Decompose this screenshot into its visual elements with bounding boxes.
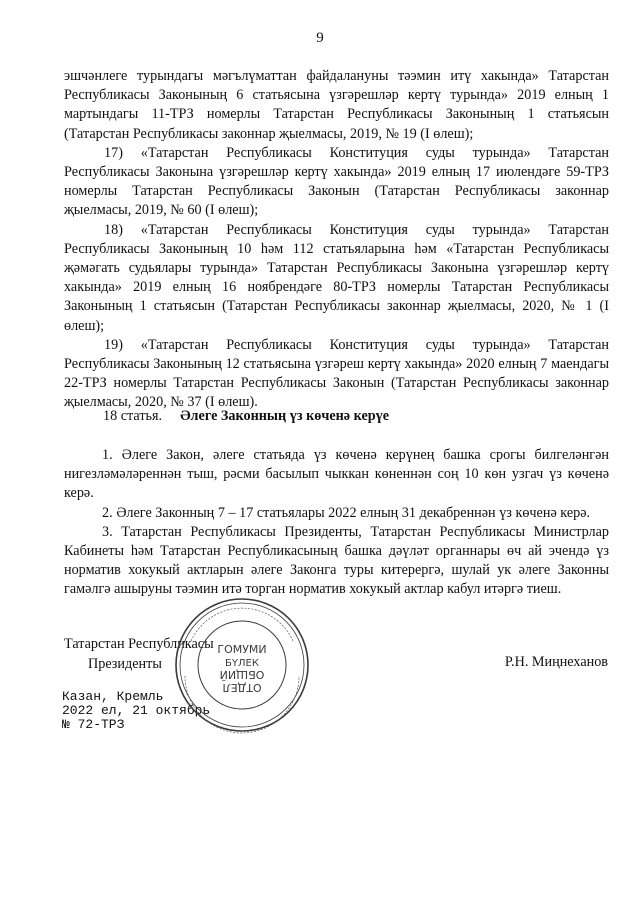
stamp-line1: ГОМУМИ <box>217 643 267 656</box>
article-item-1: 1. Әлеге Закон, әлеге статьяда үз көченә керүнең башка срогы билгеләнгән нигезләмәләреннән тыш, рәсми басылып чыккан көненнән соң 10 көн узгач үз көченә керә. <box>64 447 609 502</box>
place: Казан, Кремль <box>62 689 164 704</box>
article-heading <box>103 408 389 425</box>
stamp-line3: ОТДЕЛ <box>222 681 262 694</box>
law-number: № 72-ТРЗ <box>62 717 125 732</box>
list-item-19: 19) «Татарстан Республикасы Конституция суды турында» Татарстан Республикасы Законының 12 статьясына үзгәреш кертү хакында» 2020 елның 7 маендагы 22-ТРЗ номерлы Татарстан Республикасы Законын (Татарстан Республикасы законнар җыелмасы, 2020, № 37 (I өлеш). <box>64 336 609 411</box>
signatory-title-line1: Татарстан Республикасы <box>64 636 214 652</box>
date: 2022 ел, 21 октябрь <box>62 703 211 718</box>
signatory-name: Р.Н. Миңнеханов <box>504 654 608 670</box>
continued-list <box>64 67 609 413</box>
official-stamp-icon <box>173 596 311 734</box>
article-title: Әлеге Законның үз көченә керүе <box>180 408 390 424</box>
list-item-18: 18) «Татарстан Республикасы Конституция суды турында» Татарстан Республикасы Законының 10 һәм 112 статьяларына һәм «Татарстан Республикасы җәмәгать судьялары турында» Татарстан Республикасы Законына үзгәрешләр кертү хакында» 2019 елның 16 ноябрендәге 80-ТРЗ номерлы Татарстан Республикасы Законының 1 статьясын (Татарстан Республикасы законнар җыелмасы, 2020, № 1 (I өлеш); <box>64 221 609 334</box>
article-item-3: 3. Татарстан Республикасы Президенты, Татарстан Республикасы Министрлар Кабинеты һәм Татарстан Республикасының башка дәүләт органнары өч ай эчендә үз норматив хокукый актларын әлеге Законга туры китерергә, шулай ук әлеге Законны гамәлгә ашыруны тәэмин итә торган норматив хокукый актлар кабул итәргә тиеш. <box>64 523 609 598</box>
signatory-title-line2: Президенты <box>88 656 162 672</box>
page-number: 9 <box>316 30 324 46</box>
list-item-17: 17) «Татарстан Республикасы Конституция суды турында» Татарстан Республикасы Законына үзгәрешләр кертү хакында» 2019 елның 17 июлендәге 59-ТРЗ номерлы Татарстан Республикасы Законын (Татарстан Республикасы законнар җыелмасы, 2019, № 60 (I өлеш); <box>64 144 609 219</box>
stamp-line4: ОБЩИЙ <box>219 668 265 681</box>
stamp-line2: БҮЛЕК <box>225 658 259 669</box>
article-number: 18 статья. <box>103 408 163 424</box>
list-item-16-continued: эшчәнлеге турындагы мәгълүматтан файдалануны тәэмин итү хакында» Татарстан Республикасы Законының 6 статьясына үзгәрешләр кертү турында» 2019 елның 1 мартындагы 11-ТРЗ номерлы Татарстан Республикасы Законының 1 статьясын (Татарстан Республикасы законнар җыелмасы, 2019, № 19 (I өлеш); <box>64 68 609 142</box>
article-body <box>64 446 609 600</box>
article-item-2: 2. Әлеге Законның 7 – 17 статьялары 2022 елның 31 декабреннән үз көченә керә. <box>102 504 591 521</box>
